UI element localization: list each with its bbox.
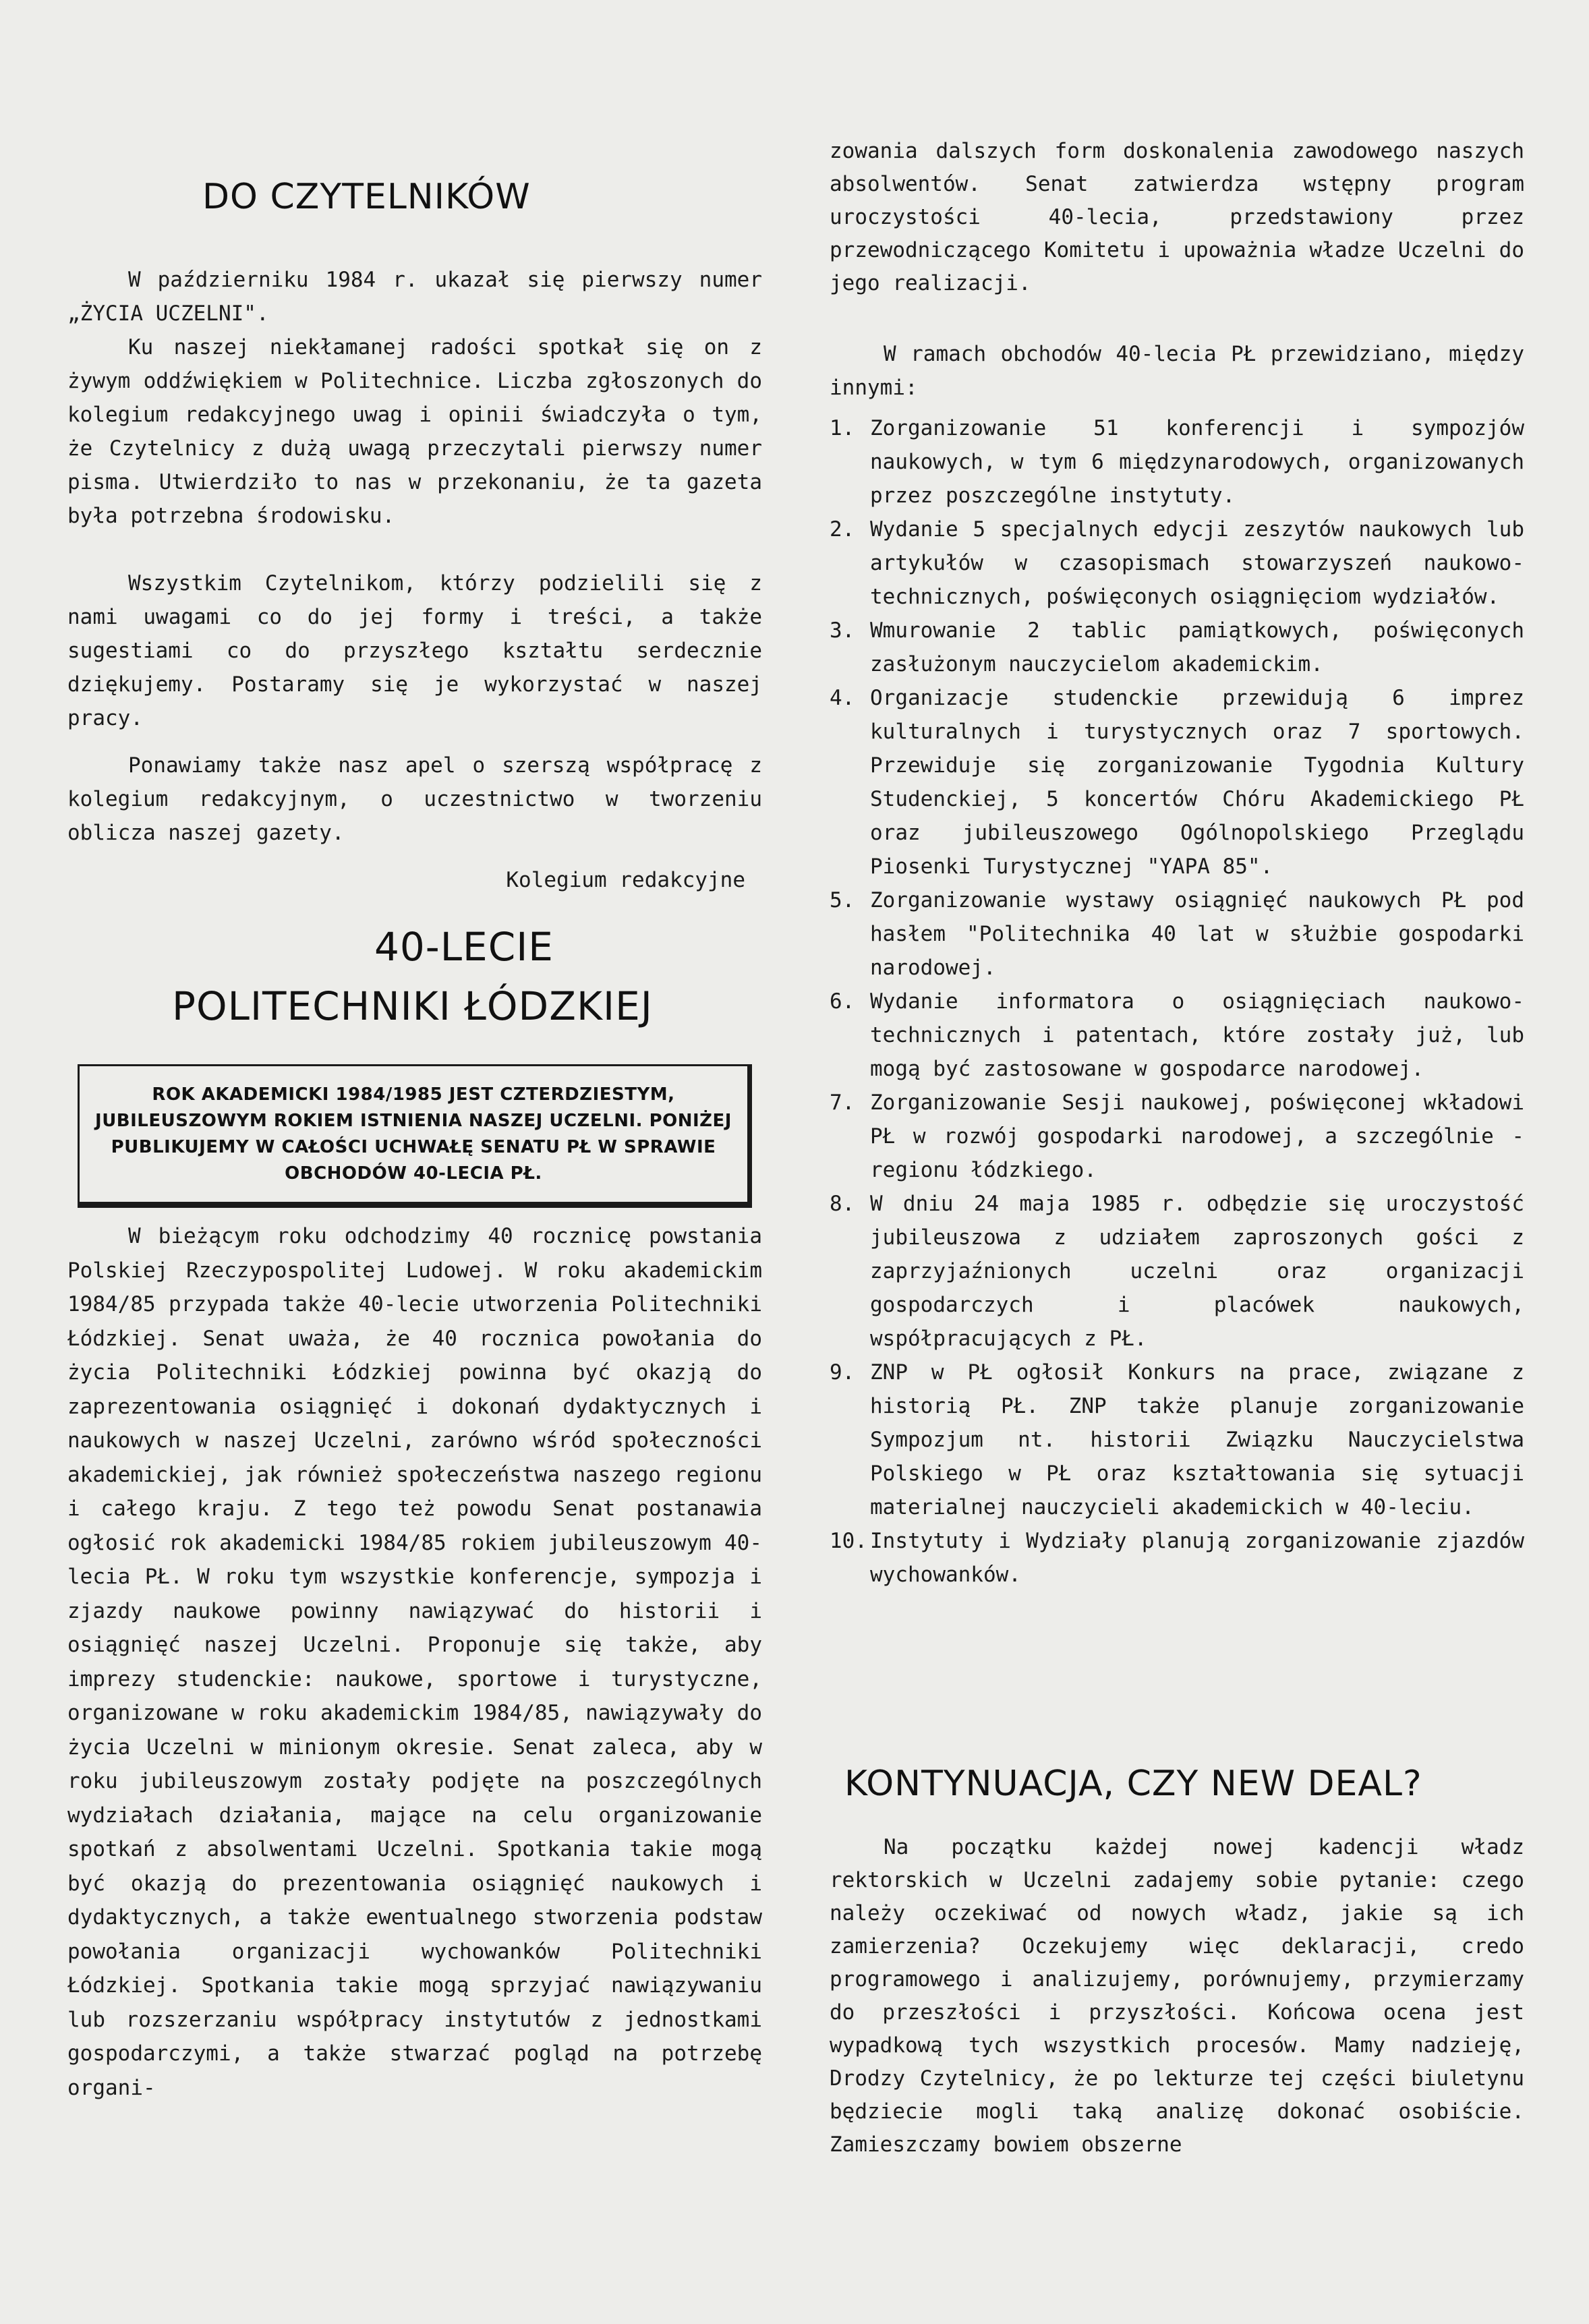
heading-politechniki-lodzkiej: POLITECHNIKI ŁÓDZKIEJ [172,983,653,1029]
editorial-signature: Kolegium redakcyjne [506,868,745,892]
kontynuacja-article-body: Na początku każdej nowej kadencji władz rektorskich w Uczelni zadajemy sobie pytanie: czego należy oczekiwać od nowych władz, jakie są ich zamierzenia? Oczekujemy więc deklaracji, credo programowego i analizujemy, porównujemy, przymierzamy do przeszłości i przyszłości. Końcowa ocena jest wypadkową tych wszystkich procesów. Mamy nadzieję, Drodzy Czytelnicy, że po lekturze tej części biuletynu będziecie mogli taką analizę dokonać osobiście. Zamieszczamy bowiem obszerne [830,1835,1537,2157]
list-item: 3. Wmurowanie 2 tablic pamiątkowych, poświęconych zasłużonym nauczycielom akademickim. [830,618,1524,676]
intro-paragraph-2: Ku naszej niekłamanej radości spotkał się on z żywym oddźwiękiem w Politechnice. Liczba zgłoszonych do kolegium redakcyjnego uwag i opinii świadczyła o tym, że Czytelnicy z dużą uwagą przeczytali pierwszy numer pisma. Utwierdziło to nas w przekonaniu, że ta gazeta była potrzebna środowisku. [67,335,775,528]
list-item: 4. Organizacje studenckie przewidują 6 imprez kulturalnych i turystycznych oraz 7 sportowych. Przewiduje się zorganizowanie Tygodnia Kultury Studenckiej, 5 koncertów Chóru Akademickiego PŁ oraz jubileuszowego Ogólnopolskiego Przeglądu Piosenki Turystycznej "YAPA 85". [830,686,1524,879]
heading-do-czytelnikow: DO CZYTELNIKÓW [202,177,531,217]
intro-paragraph-1: W październiku 1984 r. ukazał się pierwszy numer „ŻYCIA UCZELNI". [67,268,775,326]
list-item: 5. Zorganizowanie wystawy osiągnięć naukowych PŁ pod hasłem "Politechnika 40 lat w służbie gospodarki narodowej. [830,888,1524,980]
list-item: 6. Wydanie informatora o osiągnięciach naukowo-technicznych i patentach, które zostały już, lub mogą być zastosowane w gospodarce narodowej. [830,989,1524,1081]
list-item: 2. Wydanie 5 specjalnych edycji zeszytów naukowych lub artykułów w czasopismach stowarzyszeń naukowo-technicznych, poświęconych osiągnięciom wydziałów. [830,517,1524,609]
intro-paragraph-4: Ponawiamy także nasz apel o szerszą współpracę z kolegium redakcyjnym, o uczestnictwo w tworzeniu oblicza naszej gazety. [67,753,775,845]
list-item: 10. Instytuty i Wydziały planują zorganizowanie zjazdów wychowanków. [830,1529,1524,1587]
jubilee-article-continuation: zowania dalszych form doskonalenia zawodowego naszych absolwentów. Senat zatwierdza wstępny program uroczystości 40-lecia, przedstawiony przez przewodniczącego Komitetu i upoważnia władze Uczelni do jego realizacji. [830,139,1537,295]
celebration-plan-intro: W ramach obchodów 40-lecia PŁ przewidziano, między innymi: [830,342,1537,400]
heading-kontynuacja: KONTYNUACJA, CZY NEW DEAL? [844,1764,1422,1804]
senate-resolution-lead-box [78,1064,752,1208]
celebration-plan-list [830,411,1524,1592]
jubilee-article-body: W bieżącym roku odchodzimy 40 rocznicę powstania Polskiej Rzeczypospolitej Ludowej. W roku akademickim 1984/85 przypada także 40-lecie utworzenia Politechniki Łódzkiej. Senat uważa, że 40 rocznica powołania do życia Politechniki Łódzkiej powinna być okazją do zaprezentowania osiągnięć i dokonań dydaktycznych i naukowych w naszej Uczelni, zarówno wśród społeczności akademickiej, jak również społeczeństwa naszego regionu i całego kraju. Z tego też powodu Senat postanawia ogłosić rok akademicki 1984/85 rokiem jubileuszowym 40-lecia PŁ. W roku tym wszystkie konferencje, sympozja i zjazdy naukowe powinny nawiązywać do historii i osiągnięć naszej Uczelni. Proponuje się także, aby imprezy studenckie: naukowe, sportowe i turystyczne, organizowane w roku akademickim 1984/85, nawiązywały do życia Uczelni w minionym okresie. Senat zaleca, aby w roku jubileuszowym zostały podjęte na poszczególnych wydziałach działania, mające na celu organizowanie spotkań z absolwentami Uczelni. Spotkania takie mogą być okazją do prezentowania osiągnięć naukowych i dydaktycznych, a także ewentualnego stworzenia podstaw powołania organizacji wychowanków Politechniki Łódzkiej. Spotkania takie mogą sprzyjać nawiązywaniu lub rozszerzaniu współpracy instytutów z jednostkami gospodarczymi, a także stwarzać pogląd na potrzebę organi- [67,1224,775,2100]
senate-resolution-lead-text: ROK AKADEMICKI 1984/1985 JEST CZTERDZIESTYM, JUBILEUSZOWYM ROKIEM ISTNIENIA NASZEJ UCZELNI. PONIŻEJ PUBLIKUJEMY W CAŁOŚCI UCHWAŁĘ SENATU PŁ W SPRAWIE OBCHODÓW 40-LECIA PŁ. [95,1084,732,1184]
list-item: 9. ZNP w PŁ ogłosił Konkurs na prace, związane z historią PŁ. ZNP także planuje zorganizowanie Sympozjum nt. historii Związku Nauczycielstwa Polskiego w PŁ oraz kształtowania się sytuacji materialnej nauczycieli akademickich w 40-leciu. [830,1360,1524,1519]
heading-40-lecie: 40-LECIE [374,924,554,970]
list-item: 7. Zorganizowanie Sesji naukowej, poświęconej wkładowi PŁ w rozwój gospodarki narodowej, a szczególnie - regionu łódzkiego. [830,1091,1524,1182]
list-item: 8. W dniu 24 maja 1985 r. odbędzie się uroczystość jubileuszowa z udziałem zaproszonych gości z zaprzyjaźnionych uczelni oraz organizacji gospodarczych i placówek naukowych, współpracujących z PŁ. [830,1192,1524,1351]
intro-paragraph-3: Wszystkim Czytelnikom, którzy podzielili się z nami uwagami co do jej formy i treści, a także sugestiami co do przyszłego kształtu serdecznie dziękujemy. Postaramy się je wykorzystać w naszej pracy. [67,571,775,730]
list-item: 1. Zorganizowanie 51 konferencji i sympozjów naukowych, w tym 6 międzynarodowych, organizowanych przez poszczególne instytuty. [830,416,1524,508]
